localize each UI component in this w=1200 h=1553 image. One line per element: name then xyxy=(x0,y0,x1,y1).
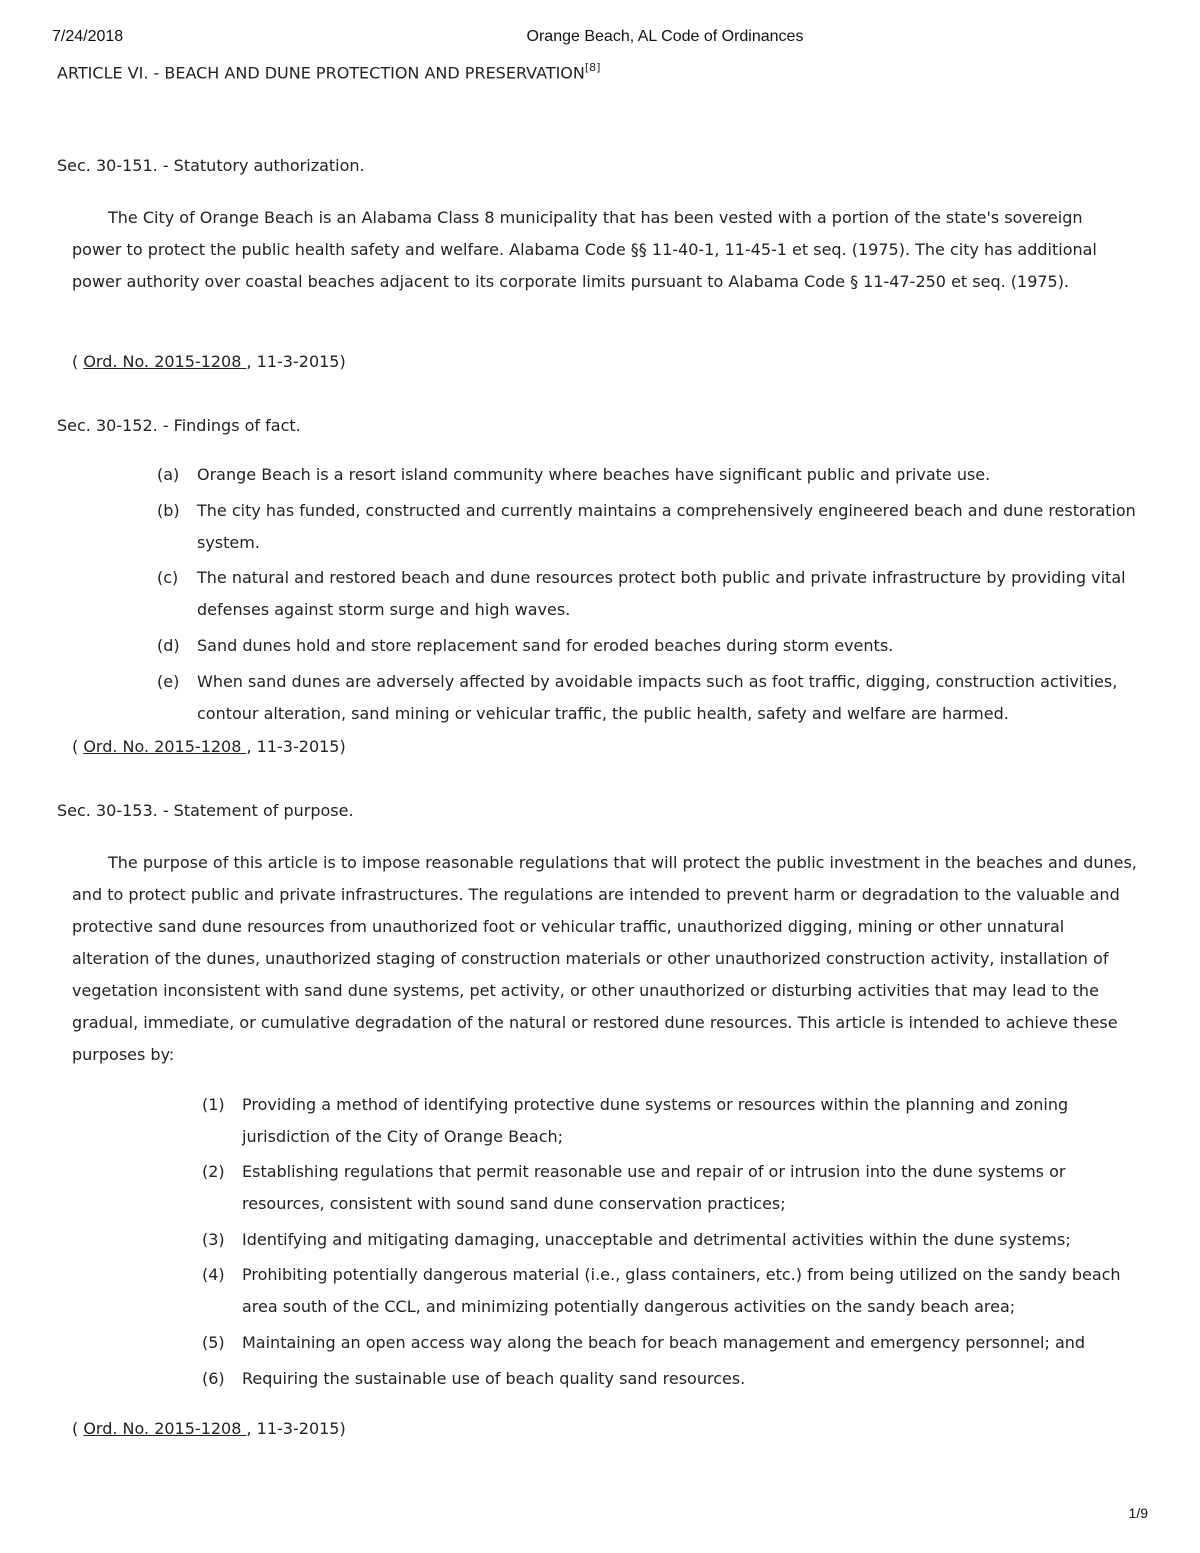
section-title-30-153: Sec. 30-153. - Statement of purpose. xyxy=(57,801,354,820)
list-item xyxy=(202,1156,1132,1220)
list-marker: (b) xyxy=(157,501,180,520)
list-text: Providing a method of identifying protective dune systems or resources within the planning and zoning jurisdiction of the City of Orange Beach; xyxy=(242,1095,1069,1146)
section-paragraph-30-151: The City of Orange Beach is an Alabama Class 8 municipality that has been vested with a portion of the state's sovereign power to protect the public health safety and welfare. Alabama Code §§ 11-40-1, 11-45-1 et seq. (1975). The city has additional power authority over coastal beaches adjacent to its corporate limits pursuant to Alabama Code § 11-47-250 et seq. (1975). xyxy=(72,208,1097,291)
list-item xyxy=(202,1327,1132,1359)
ord-open: ( xyxy=(72,737,84,756)
ordinance-link[interactable]: Ord. No. 2015-1208 xyxy=(83,1419,247,1438)
list-text: Prohibiting potentially dangerous material (i.e., glass containers, etc.) from being utilized on the sandy beach area south of the CCL, and minimizing potentially dangerous activities on the sandy beach area; xyxy=(242,1265,1121,1316)
list-item xyxy=(157,495,1137,559)
list-item xyxy=(202,1259,1132,1323)
list-item xyxy=(202,1224,1132,1256)
article-title-text: ARTICLE VI. - BEACH AND DUNE PROTECTION AND PRESERVATION xyxy=(57,63,585,83)
section-paragraph-30-153: The purpose of this article is to impose reasonable regulations that will protect the public investment in the beaches and dunes, and to protect public and private infrastructures. The regulations are intended to prevent harm or degradation to the valuable and protective sand dune resources from unauthorized foot or vehicular traffic, unauthorized digging, mining or other unnatural alteration of the dunes, unauthorized staging of construction materials or other unauthorized construction activity, installation of vegetation inconsistent with sand dune systems, pet activity, or other unauthorized or disturbing activities that may lead to the gradual, immediate, or cumulative degradation of the natural or restored dune resources. This article is intended to achieve these purposes by: xyxy=(72,853,1137,1064)
list-marker: (c) xyxy=(157,568,179,587)
list-marker: (e) xyxy=(157,672,180,691)
section-title-30-152: Sec. 30-152. - Findings of fact. xyxy=(57,416,301,435)
page-number: 1/9 xyxy=(1128,1505,1148,1521)
print-date: 7/24/2018 xyxy=(52,28,124,45)
list-marker: (2) xyxy=(202,1162,225,1181)
ordinance-link[interactable]: Ord. No. 2015-1208 xyxy=(83,737,247,756)
list-item xyxy=(157,562,1137,626)
list-text: Sand dunes hold and store replacement sand for eroded beaches during storm events. xyxy=(197,636,894,655)
ord-open: ( xyxy=(72,352,84,371)
article-title xyxy=(57,62,600,82)
section-title-30-151: Sec. 30-151. - Statutory authorization. xyxy=(57,156,365,175)
list-marker: (a) xyxy=(157,465,180,484)
ordinance-link[interactable]: Ord. No. 2015-1208 xyxy=(83,352,247,371)
ord-date: , 11-3-2015) xyxy=(246,737,346,756)
ordinance-citation xyxy=(72,737,346,756)
ord-open: ( xyxy=(72,1419,84,1438)
list-item xyxy=(202,1089,1132,1153)
list-text: The natural and restored beach and dune resources protect both public and private infrastructure by providing vital defenses against storm surge and high waves. xyxy=(197,568,1126,619)
list-marker: (6) xyxy=(202,1369,225,1388)
list-text: Requiring the sustainable use of beach quality sand resources. xyxy=(242,1369,746,1388)
list-item xyxy=(157,666,1142,730)
ord-date: , 11-3-2015) xyxy=(246,352,346,371)
ordinance-citation xyxy=(72,1419,346,1438)
list-marker: (1) xyxy=(202,1095,225,1114)
list-item xyxy=(202,1363,1132,1395)
list-marker: (5) xyxy=(202,1333,225,1352)
document-title: Orange Beach, AL Code of Ordinances xyxy=(526,28,804,45)
list-marker: (4) xyxy=(202,1265,225,1284)
ord-date: , 11-3-2015) xyxy=(246,1419,346,1438)
list-text: Identifying and mitigating damaging, unacceptable and detrimental activities within the dune systems; xyxy=(242,1230,1071,1249)
list-text: Establishing regulations that permit reasonable use and repair of or intrusion into the dune systems or resources, consistent with sound sand dune conservation practices; xyxy=(242,1162,1066,1213)
list-text: Orange Beach is a resort island community where beaches have significant public and private use. xyxy=(197,465,991,484)
list-text: The city has funded, constructed and currently maintains a comprehensively engineered beach and dune restoration system. xyxy=(197,501,1136,552)
list-item xyxy=(157,630,1137,662)
footnote-link[interactable]: [8] xyxy=(584,61,601,74)
list-item xyxy=(157,459,1137,491)
list-marker: (d) xyxy=(157,636,180,655)
list-text: When sand dunes are adversely affected by avoidable impacts such as foot traffic, digging, construction activities, contour alteration, sand mining or vehicular traffic, the public health, safety and welfare are harmed. xyxy=(197,672,1118,723)
ordinance-citation xyxy=(72,352,346,371)
list-text: Maintaining an open access way along the beach for beach management and emergency personnel; and xyxy=(242,1333,1086,1352)
list-marker: (3) xyxy=(202,1230,225,1249)
